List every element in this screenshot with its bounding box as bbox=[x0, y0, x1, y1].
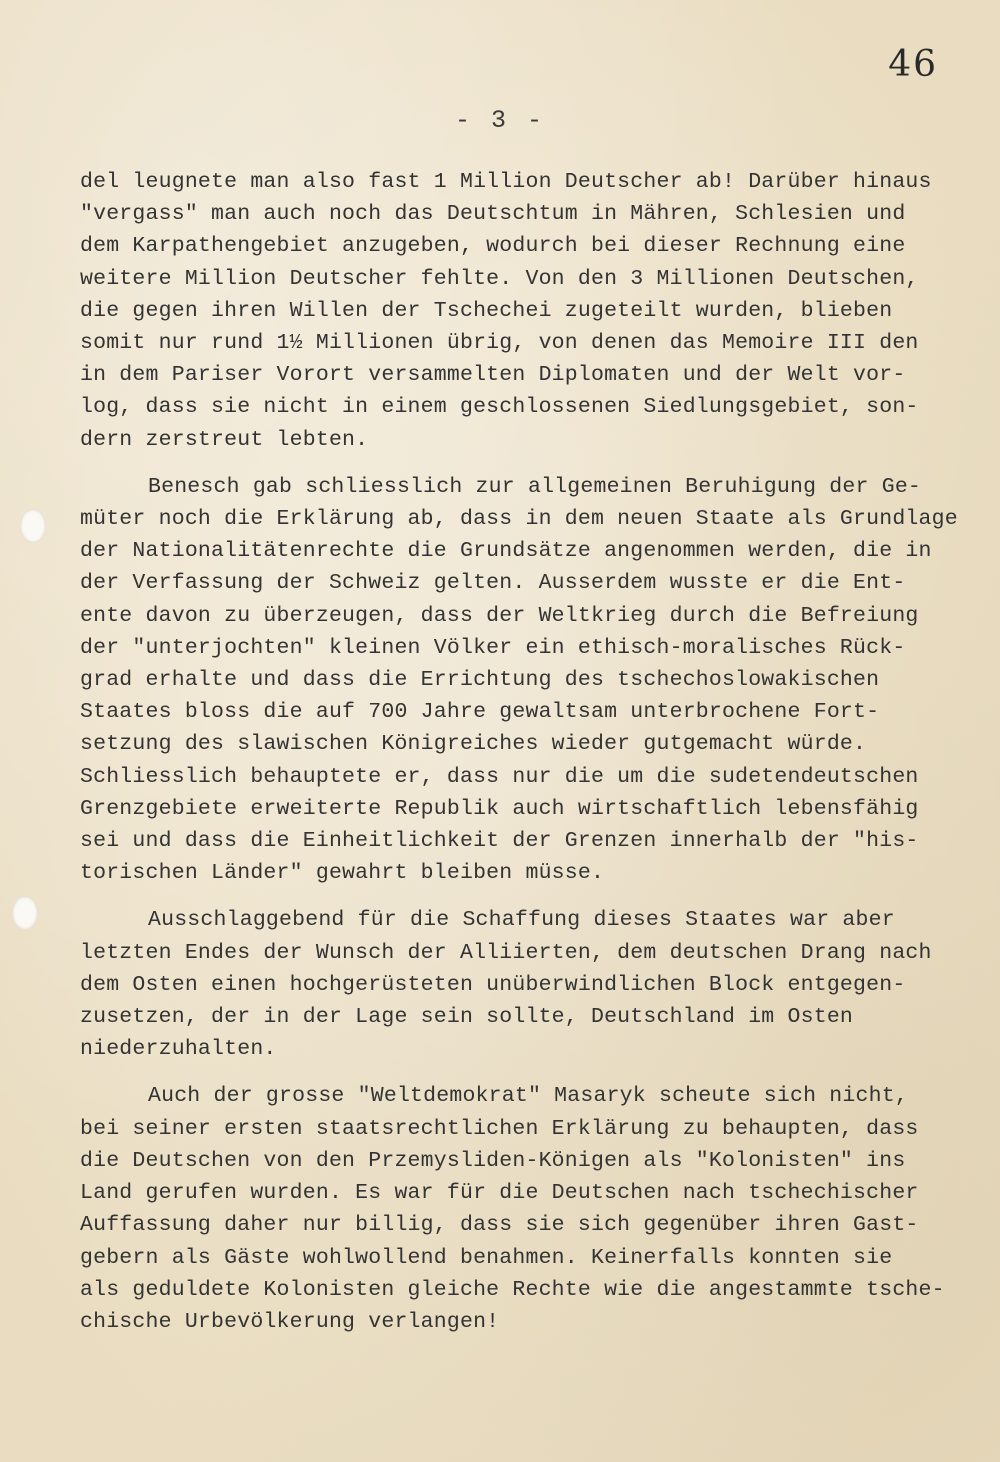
text-line: dern zerstreut lebten. bbox=[80, 427, 369, 452]
text-line: niederzuhalten. bbox=[80, 1037, 277, 1062]
text-line: ente davon zu überzeugen, dass der Weltkrieg durch die Befreiung bbox=[80, 603, 919, 628]
text-line: weitere Million Deutscher fehlte. Von den 3 Millionen Deutschen, bbox=[80, 266, 919, 291]
text-line: grad erhalte und dass die Errichtung des tschechoslowakischen bbox=[80, 668, 880, 693]
text-line: Staates bloss die auf 700 Jahre gewaltsam unterbrochene Fort- bbox=[80, 700, 880, 725]
text-line: Schliesslich behauptete er, dass nur die um die sudetendeutschen bbox=[80, 764, 919, 789]
text-line: der Verfassung der Schweiz gelten. Ausserdem wusste er die Ent- bbox=[80, 571, 906, 596]
text-line: letzten Endes der Wunsch der Alliierten, dem deutschen Drang nach bbox=[80, 940, 932, 965]
paragraph-1 bbox=[80, 166, 965, 456]
text-line: torischen Länder" gewahrt bleiben müsse. bbox=[80, 861, 605, 886]
text-line: "vergass" man auch noch das Deutschtum in Mähren, Schlesien und bbox=[80, 202, 906, 227]
text-line: dem Osten einen hochgerüsteten unüberwindlichen Block entgegen- bbox=[80, 972, 906, 997]
text-line: die Deutschen von den Przemysliden-Königen als "Kolonisten" ins bbox=[80, 1148, 906, 1173]
text-line: müter noch die Erklärung ab, dass in dem neuen Staate als Grundlage bbox=[80, 507, 958, 532]
text-line: als geduldete Kolonisten gleiche Rechte wie die angestammte tsche- bbox=[80, 1277, 945, 1302]
text-line: sei und dass die Einheitlichkeit der Grenzen innerhalb der "his- bbox=[80, 829, 919, 854]
text-line: dem Karpathengebiet anzugeben, wodurch bei dieser Rechnung eine bbox=[80, 234, 906, 259]
text-line: setzung des slawischen Königreiches wieder gutgemacht würde. bbox=[80, 732, 867, 757]
text-line: del leugnete man also fast 1 Million Deutscher ab! Darüber hinaus bbox=[80, 170, 932, 194]
page-number: - 3 - bbox=[454, 106, 545, 135]
text-line: Grenzgebiete erweiterte Republik auch wirtschaftlich lebensfähig bbox=[80, 796, 919, 821]
punch-hole bbox=[20, 509, 46, 543]
text-line: der Nationalitätenrechte die Grundsätze angenommen werden, die in bbox=[80, 539, 932, 564]
document-body bbox=[80, 166, 965, 1353]
text-line: Auffassung daher nur billig, dass sie sich gegenüber ihren Gast- bbox=[80, 1213, 919, 1238]
text-line: Auch der grosse "Weltdemokrat" Masaryk scheute sich nicht, bbox=[148, 1084, 908, 1109]
paragraph-4 bbox=[80, 1080, 965, 1338]
text-line: Ausschlaggebend für die Schaffung dieses Staates war aber bbox=[148, 908, 895, 933]
text-line: zusetzen, der in der Lage sein sollte, Deutschland im Osten bbox=[80, 1005, 854, 1030]
text-line: bei seiner ersten staatsrechtlichen Erklärung zu behaupten, dass bbox=[80, 1116, 919, 1141]
text-line: der "unterjochten" kleinen Völker ein ethisch-moralisches Rück- bbox=[80, 635, 906, 660]
paragraph-2 bbox=[80, 471, 965, 890]
text-line: die gegen ihren Willen der Tschechei zugeteilt wurden, blieben bbox=[80, 298, 893, 323]
text-line: Land gerufen wurden. Es war für die Deutschen nach tschechischer bbox=[80, 1181, 919, 1206]
text-line: in dem Pariser Vorort versammelten Diplomaten und der Welt vor- bbox=[80, 363, 906, 388]
paragraph-3 bbox=[80, 904, 965, 1065]
text-line: log, dass sie nicht in einem geschlossenen Siedlungsgebiet, son- bbox=[80, 395, 919, 420]
text-line: gebern als Gäste wohlwollend benahmen. Keinerfalls konnten sie bbox=[80, 1245, 893, 1270]
punch-hole bbox=[12, 896, 38, 930]
folio-number: 46 bbox=[888, 44, 938, 85]
text-line: chische Urbevölkerung verlangen! bbox=[80, 1309, 500, 1334]
text-line: Benesch gab schliesslich zur allgemeinen Beruhigung der Ge- bbox=[148, 474, 922, 499]
text-line: somit nur rund 1½ Millionen übrig, von denen das Memoire III den bbox=[80, 331, 919, 356]
